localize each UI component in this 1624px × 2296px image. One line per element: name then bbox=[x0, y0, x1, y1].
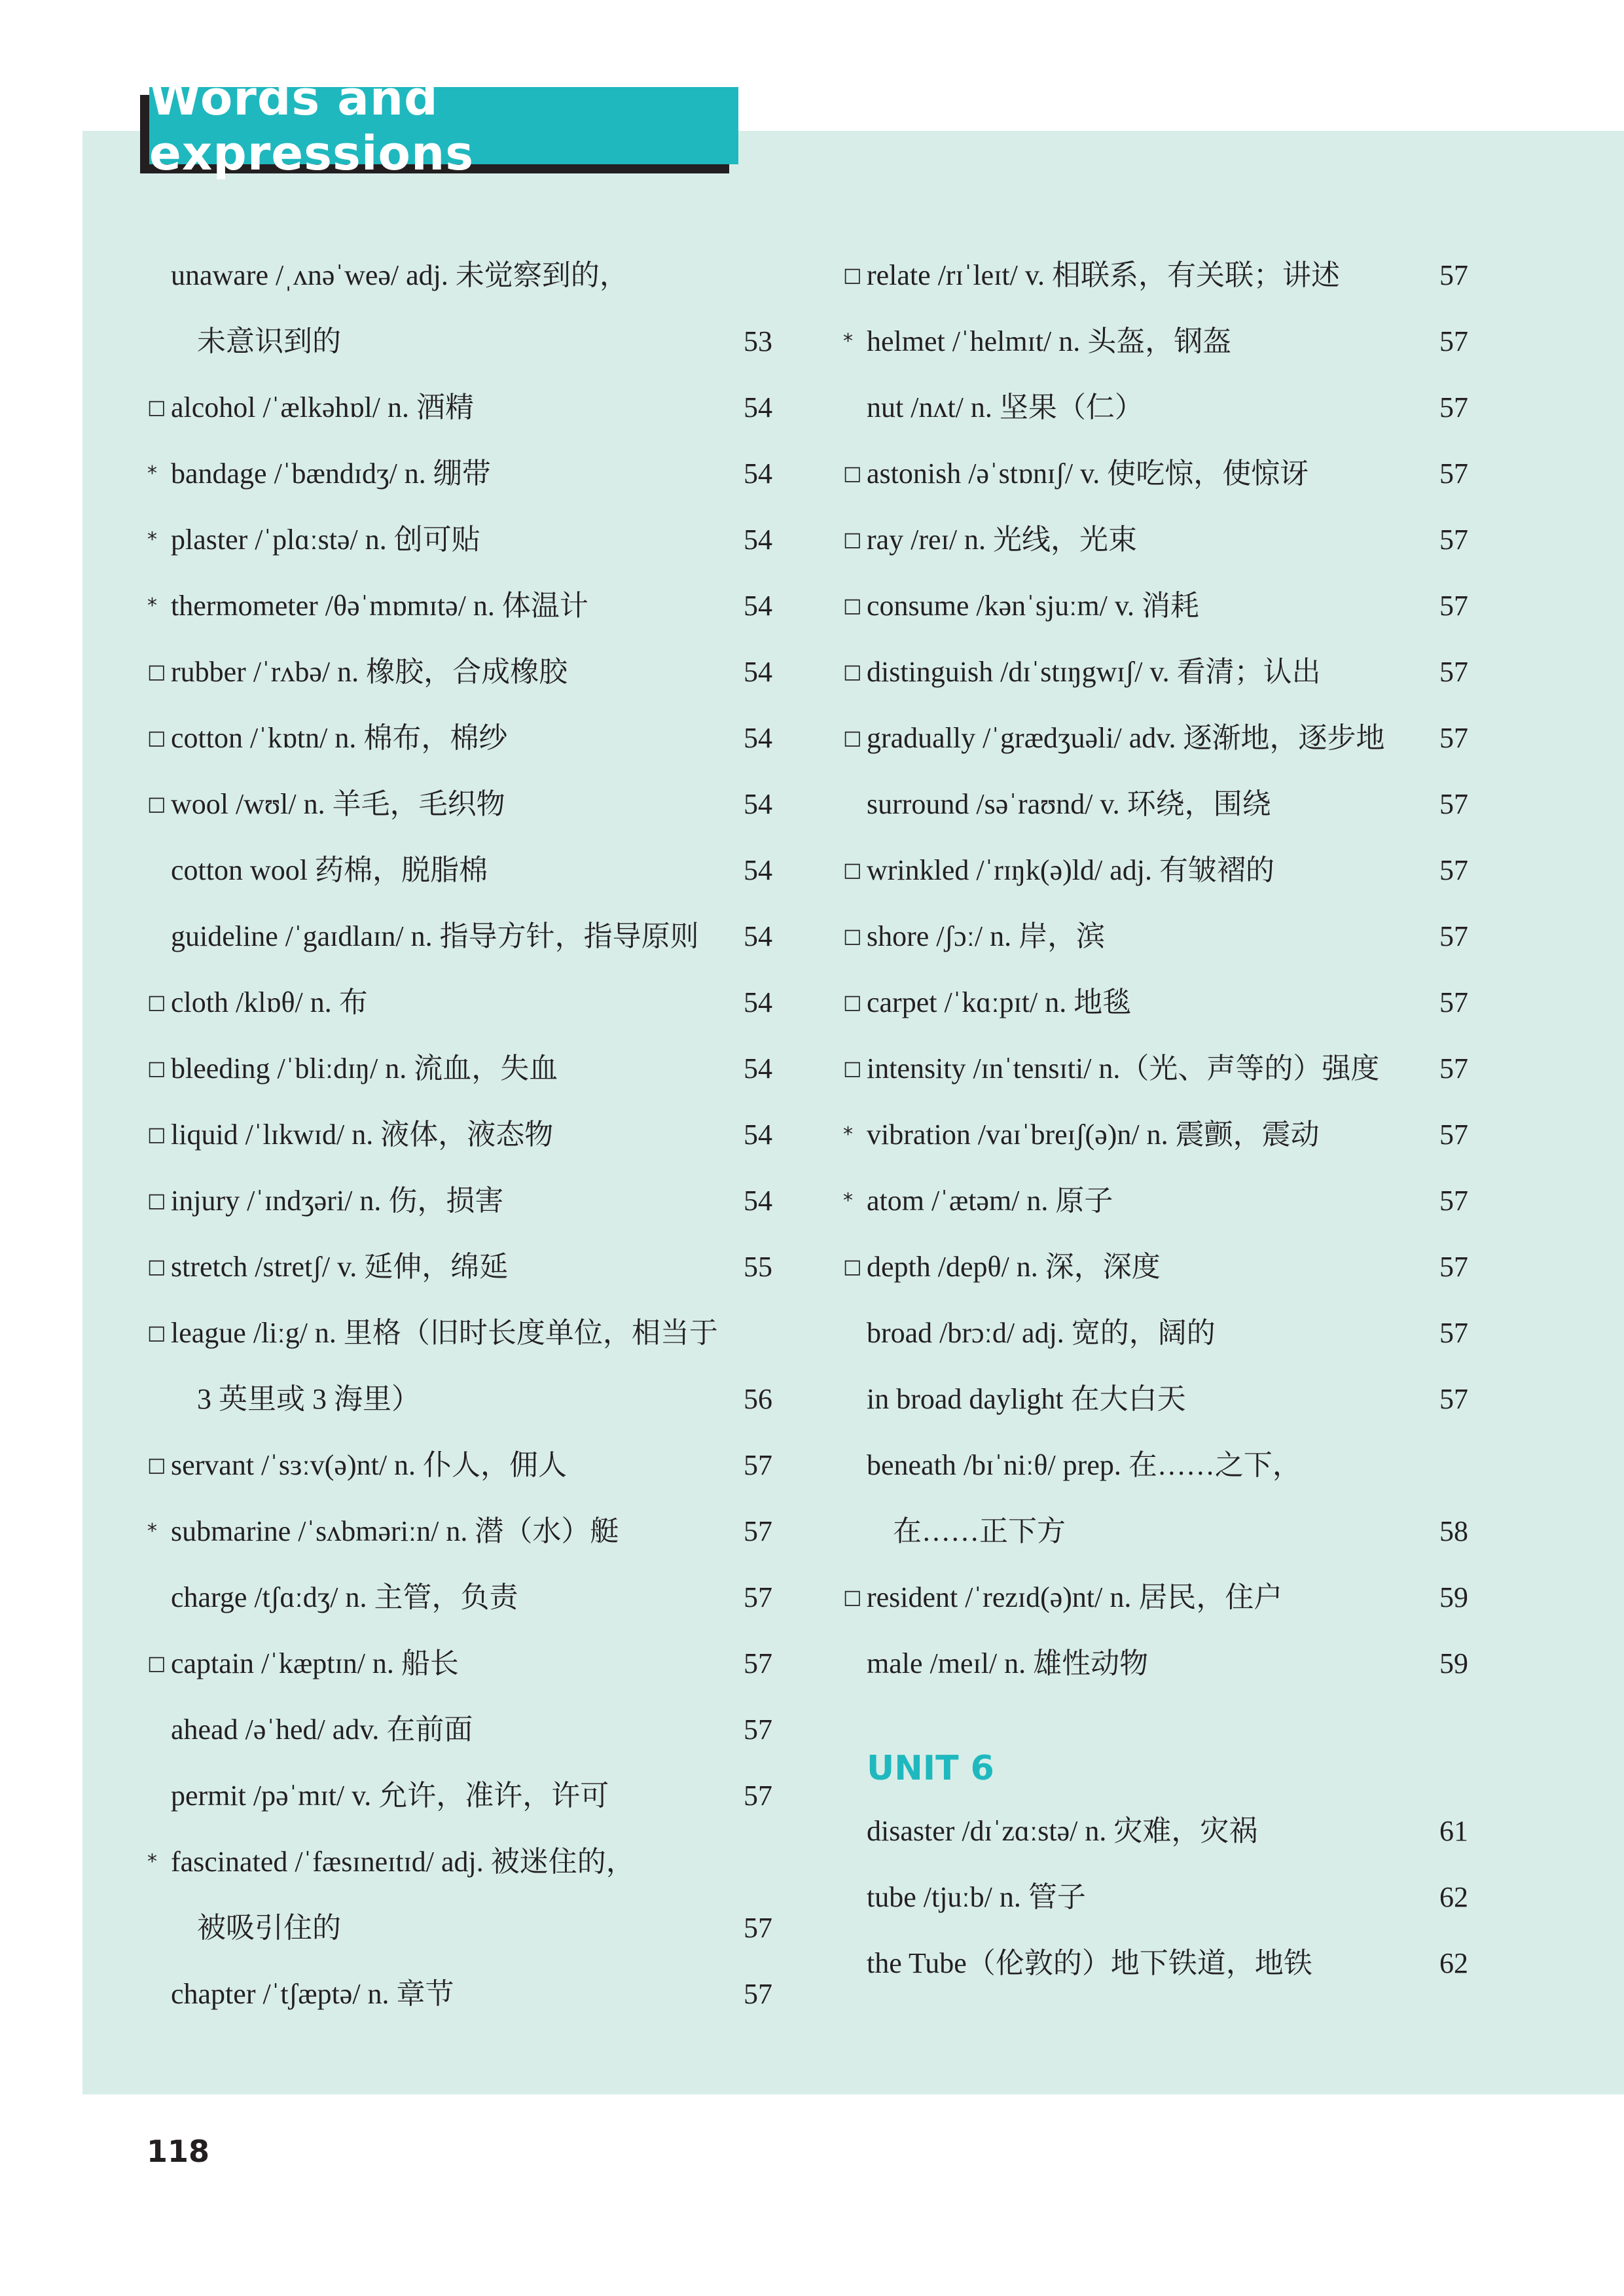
square-icon: □ bbox=[843, 859, 862, 882]
entry-page: 61 bbox=[1439, 1815, 1468, 1847]
entry-page: 54 bbox=[744, 590, 772, 622]
entry-page: 57 bbox=[744, 1647, 772, 1679]
entry-page: 57 bbox=[1439, 722, 1468, 754]
vocab-entry bbox=[147, 242, 772, 308]
entry-text: thermometer /θəˈmɒmɪtə/ n. 体温计 bbox=[171, 590, 588, 622]
entry-page: 54 bbox=[744, 986, 772, 1018]
vocab-entry bbox=[843, 573, 1468, 639]
square-icon: □ bbox=[843, 925, 862, 948]
entry-page: 62 bbox=[1439, 1947, 1468, 1979]
vocab-entry bbox=[843, 374, 1468, 440]
entry-text: guideline /ˈgaɪdlaɪn/ n. 指导方针，指导原则 bbox=[171, 920, 699, 952]
entry-page: 54 bbox=[744, 1052, 772, 1085]
square-icon: □ bbox=[147, 793, 166, 816]
entry-text: tube /tjuːb/ n. 管子 bbox=[867, 1881, 1086, 1913]
unit-heading: UNIT 6 bbox=[867, 1749, 994, 1788]
entry-text: cloth /klɒθ/ n. 布 bbox=[171, 986, 368, 1018]
entry-page: 58 bbox=[1439, 1515, 1468, 1547]
vocab-entry bbox=[843, 308, 1468, 374]
entry-continuation bbox=[147, 1366, 772, 1432]
vocab-entry bbox=[843, 903, 1468, 969]
entry-page: 57 bbox=[1439, 1251, 1468, 1283]
vocab-entry bbox=[147, 1829, 772, 1895]
entry-page: 57 bbox=[744, 1912, 772, 1944]
entry-page: 57 bbox=[744, 1515, 772, 1547]
entry-text: helmet /ˈhelmɪt/ n. 头盔，钢盔 bbox=[867, 325, 1232, 357]
vocab-entry bbox=[147, 1630, 772, 1696]
entry-page: 57 bbox=[744, 1978, 772, 2010]
entry-text: gradually /ˈgrædʒuəli/ adv. 逐渐地，逐步地 bbox=[867, 722, 1385, 754]
entry-page: 54 bbox=[744, 391, 772, 423]
entry-text: injury /ˈɪndʒəri/ n. 伤，损害 bbox=[171, 1185, 504, 1217]
vocab-entry bbox=[843, 969, 1468, 1035]
vocab-entry bbox=[147, 1498, 772, 1564]
entry-text: depth /depθ/ n. 深，深度 bbox=[867, 1251, 1161, 1283]
square-icon: □ bbox=[147, 660, 166, 683]
page-number: 118 bbox=[147, 2134, 210, 2169]
entry-text: distinguish /dɪˈstɪŋgwɪʃ/ v. 看清；认出 bbox=[867, 656, 1321, 688]
entry-page: 57 bbox=[1439, 986, 1468, 1018]
vocab-entry bbox=[147, 440, 772, 507]
entry-page: 57 bbox=[1439, 1317, 1468, 1349]
entry-page: 54 bbox=[744, 1185, 772, 1217]
entry-text: atom /ˈætəm/ n. 原子 bbox=[867, 1185, 1113, 1217]
left-column bbox=[147, 242, 772, 2027]
vocab-entry bbox=[147, 1696, 772, 1763]
entry-text: plaster /ˈplɑːstə/ n. 创可贴 bbox=[171, 524, 480, 556]
entry-page: 57 bbox=[1439, 457, 1468, 490]
asterisk-icon: * bbox=[147, 462, 157, 485]
entry-text: 在……正下方 bbox=[893, 1515, 1066, 1547]
square-icon: □ bbox=[147, 726, 166, 749]
square-icon: □ bbox=[147, 1123, 166, 1146]
title-banner bbox=[149, 71, 738, 181]
asterisk-icon: * bbox=[147, 1850, 157, 1873]
entry-page: 57 bbox=[744, 1713, 772, 1746]
entry-text: cotton /ˈkɒtn/ n. 棉布，棉纱 bbox=[171, 722, 508, 754]
entry-text: unaware /ˌʌnəˈweə/ adj. 未觉察到的， bbox=[171, 259, 628, 291]
entry-page: 54 bbox=[744, 854, 772, 886]
vocab-entry bbox=[843, 837, 1468, 903]
square-icon: □ bbox=[843, 594, 862, 617]
entry-text: male /meɪl/ n. 雄性动物 bbox=[867, 1647, 1149, 1679]
square-icon: □ bbox=[147, 396, 166, 419]
vocab-entry bbox=[147, 1168, 772, 1234]
vocab-entry bbox=[843, 1798, 1468, 1864]
entry-page: 57 bbox=[1439, 656, 1468, 688]
entry-text: submarine /ˈsʌbməriːn/ n. 潜（水）艇 bbox=[171, 1515, 619, 1547]
entry-text: 被吸引住的 bbox=[197, 1912, 341, 1944]
entry-text: relate /rɪˈleɪt/ v. 相联系，有关联；讲述 bbox=[867, 259, 1341, 291]
vocab-entry bbox=[147, 705, 772, 771]
square-icon: □ bbox=[843, 1586, 862, 1609]
entry-text: 未意识到的 bbox=[197, 325, 341, 357]
entry-text: rubber /ˈrʌbə/ n. 橡胶，合成橡胶 bbox=[171, 656, 568, 688]
vocab-entry bbox=[843, 1564, 1468, 1630]
vocab-entry bbox=[147, 837, 772, 903]
entry-page: 57 bbox=[1439, 524, 1468, 556]
vocab-entry bbox=[843, 1168, 1468, 1234]
vocab-entry bbox=[843, 1102, 1468, 1168]
entry-text: 3 英里或 3 海里） bbox=[197, 1383, 420, 1415]
entry-text: bleeding /ˈbliːdɪŋ/ n. 流血，失血 bbox=[171, 1052, 558, 1085]
page-title: Words and expressions bbox=[149, 71, 475, 181]
square-icon: □ bbox=[147, 1255, 166, 1278]
asterisk-icon: * bbox=[147, 528, 157, 551]
entry-page: 57 bbox=[1439, 590, 1468, 622]
entry-page: 54 bbox=[744, 524, 772, 556]
entry-text: surround /səˈraʊnd/ v. 环绕，围绕 bbox=[867, 788, 1271, 820]
entry-text: wool /wʊl/ n. 羊毛，毛织物 bbox=[171, 788, 505, 820]
vocab-entry bbox=[843, 1930, 1468, 1996]
vocab-entry bbox=[843, 639, 1468, 705]
entry-text: intensity /ɪnˈtensɪti/ n.（光、声等的）强度 bbox=[867, 1052, 1380, 1085]
vocab-entry bbox=[843, 1366, 1468, 1432]
vocab-entry bbox=[843, 1864, 1468, 1930]
vocab-entry bbox=[147, 1300, 772, 1366]
square-icon: □ bbox=[843, 660, 862, 683]
entry-continuation bbox=[147, 1895, 772, 1961]
entry-page: 57 bbox=[1439, 325, 1468, 357]
asterisk-icon: * bbox=[843, 330, 853, 353]
entry-page: 57 bbox=[1439, 788, 1468, 820]
entry-text: in broad daylight 在大白天 bbox=[867, 1383, 1186, 1415]
vocab-entry bbox=[147, 903, 772, 969]
vocab-entry bbox=[843, 1234, 1468, 1300]
entry-page: 57 bbox=[1439, 1383, 1468, 1415]
entry-page: 54 bbox=[744, 656, 772, 688]
vocab-entry bbox=[147, 1234, 772, 1300]
entry-text: liquid /ˈlɪkwɪd/ n. 液体，液态物 bbox=[171, 1119, 554, 1151]
entry-page: 57 bbox=[1439, 854, 1468, 886]
asterisk-icon: * bbox=[147, 1520, 157, 1543]
vocab-entry bbox=[147, 1035, 772, 1102]
entry-page: 53 bbox=[744, 325, 772, 357]
entry-continuation bbox=[843, 1498, 1468, 1564]
entry-page: 57 bbox=[744, 1581, 772, 1613]
vocab-entry bbox=[843, 771, 1468, 837]
entry-text: captain /ˈkæptɪn/ n. 船长 bbox=[171, 1647, 459, 1679]
square-icon: □ bbox=[147, 991, 166, 1014]
entry-continuation bbox=[147, 308, 772, 374]
vocab-entry bbox=[147, 1432, 772, 1498]
entry-page: 62 bbox=[1439, 1881, 1468, 1913]
entry-text: shore /ʃɔː/ n. 岸，滨 bbox=[867, 920, 1106, 952]
square-icon: □ bbox=[147, 1652, 166, 1675]
entry-text: astonish /əˈstɒnɪʃ/ v. 使吃惊，使惊讶 bbox=[867, 457, 1309, 490]
entry-text: vibration /vaɪˈbreɪʃ(ə)n/ n. 震颤，震动 bbox=[867, 1119, 1320, 1151]
entry-page: 54 bbox=[744, 457, 772, 490]
asterisk-icon: * bbox=[147, 594, 157, 617]
asterisk-icon: * bbox=[843, 1123, 853, 1146]
entry-page: 54 bbox=[744, 920, 772, 952]
entry-page: 57 bbox=[744, 1449, 772, 1481]
entry-page: 57 bbox=[1439, 1052, 1468, 1085]
entry-page: 57 bbox=[1439, 920, 1468, 952]
square-icon: □ bbox=[843, 264, 862, 287]
entry-text: resident /ˈrezɪd(ə)nt/ n. 居民，住户 bbox=[867, 1581, 1283, 1613]
entry-page: 56 bbox=[744, 1383, 772, 1415]
entry-text: servant /ˈsɜːv(ə)nt/ n. 仆人，佣人 bbox=[171, 1449, 568, 1481]
entry-text: wrinkled /ˈrɪŋk(ə)ld/ adj. 有皱褶的 bbox=[867, 854, 1274, 886]
vocab-entry bbox=[843, 1035, 1468, 1102]
entry-page: 55 bbox=[744, 1251, 772, 1283]
vocab-entry bbox=[843, 507, 1468, 573]
vocab-entry bbox=[843, 705, 1468, 771]
entry-page: 54 bbox=[744, 788, 772, 820]
entry-text: the Tube（伦敦的）地下铁道，地铁 bbox=[867, 1947, 1312, 1979]
vocab-entry bbox=[147, 573, 772, 639]
entry-page: 54 bbox=[744, 1119, 772, 1151]
asterisk-icon: * bbox=[843, 1189, 853, 1212]
entry-page: 57 bbox=[744, 1780, 772, 1812]
vocab-entry bbox=[147, 771, 772, 837]
entry-text: chapter /ˈtʃæptə/ n. 章节 bbox=[171, 1978, 454, 2010]
vocab-entry bbox=[147, 1102, 772, 1168]
entry-text: ahead /əˈhed/ adv. 在前面 bbox=[171, 1713, 473, 1746]
vocab-entry bbox=[147, 1961, 772, 2027]
square-icon: □ bbox=[147, 1454, 166, 1477]
entry-text: cotton wool 药棉，脱脂棉 bbox=[171, 854, 488, 886]
vocab-entry bbox=[843, 242, 1468, 308]
vocab-entry bbox=[147, 374, 772, 440]
vocab-entry bbox=[147, 969, 772, 1035]
square-icon: □ bbox=[843, 726, 862, 749]
entry-text: alcohol /ˈælkəhɒl/ n. 酒精 bbox=[171, 391, 474, 423]
square-icon: □ bbox=[147, 1189, 166, 1212]
entry-text: beneath /bɪˈniːθ/ prep. 在……之下， bbox=[867, 1449, 1301, 1481]
right-column bbox=[843, 242, 1468, 1996]
entry-text: nut /nʌt/ n. 坚果（仁） bbox=[867, 391, 1144, 423]
entry-text: stretch /stretʃ/ v. 延伸，绵延 bbox=[171, 1251, 509, 1283]
square-icon: □ bbox=[147, 1321, 166, 1344]
vocab-entry bbox=[147, 1763, 772, 1829]
vocab-entry bbox=[843, 1300, 1468, 1366]
entry-text: league /liːg/ n. 里格（旧时长度单位，相当于 bbox=[171, 1317, 718, 1349]
entry-text: ray /reɪ/ n. 光线，光束 bbox=[867, 524, 1138, 556]
entry-text: broad /brɔːd/ adj. 宽的，阔的 bbox=[867, 1317, 1216, 1349]
vocab-entry bbox=[147, 639, 772, 705]
vocab-entry bbox=[843, 1432, 1468, 1498]
entry-text: permit /pəˈmɪt/ v. 允许，准许，许可 bbox=[171, 1780, 609, 1812]
vocab-entry bbox=[843, 440, 1468, 507]
vocab-entry bbox=[843, 1630, 1468, 1696]
square-icon: □ bbox=[843, 1057, 862, 1080]
entry-text: carpet /ˈkɑːpɪt/ n. 地毯 bbox=[867, 986, 1132, 1018]
square-icon: □ bbox=[843, 462, 862, 485]
unit-heading-row bbox=[843, 1696, 1468, 1798]
entry-page: 57 bbox=[1439, 1119, 1468, 1151]
entry-text: consume /kənˈsjuːm/ v. 消耗 bbox=[867, 590, 1199, 622]
entry-page: 57 bbox=[1439, 1185, 1468, 1217]
entry-text: bandage /ˈbændɪdʒ/ n. 绷带 bbox=[171, 457, 491, 490]
square-icon: □ bbox=[147, 1057, 166, 1080]
square-icon: □ bbox=[843, 528, 862, 551]
entry-text: fascinated /ˈfæsɪneɪtɪd/ adj. 被迷住的， bbox=[171, 1846, 635, 1878]
entry-page: 59 bbox=[1439, 1581, 1468, 1613]
vocab-entry bbox=[147, 1564, 772, 1630]
vocab-entry bbox=[147, 507, 772, 573]
square-icon: □ bbox=[843, 1255, 862, 1278]
square-icon: □ bbox=[843, 991, 862, 1014]
entry-page: 57 bbox=[1439, 391, 1468, 423]
entry-page: 57 bbox=[1439, 259, 1468, 291]
entry-page: 54 bbox=[744, 722, 772, 754]
entry-text: disaster /dɪˈzɑːstə/ n. 灾难，灾祸 bbox=[867, 1815, 1258, 1847]
entry-page: 59 bbox=[1439, 1647, 1468, 1679]
entry-text: charge /tʃɑːdʒ/ n. 主管，负责 bbox=[171, 1581, 518, 1613]
